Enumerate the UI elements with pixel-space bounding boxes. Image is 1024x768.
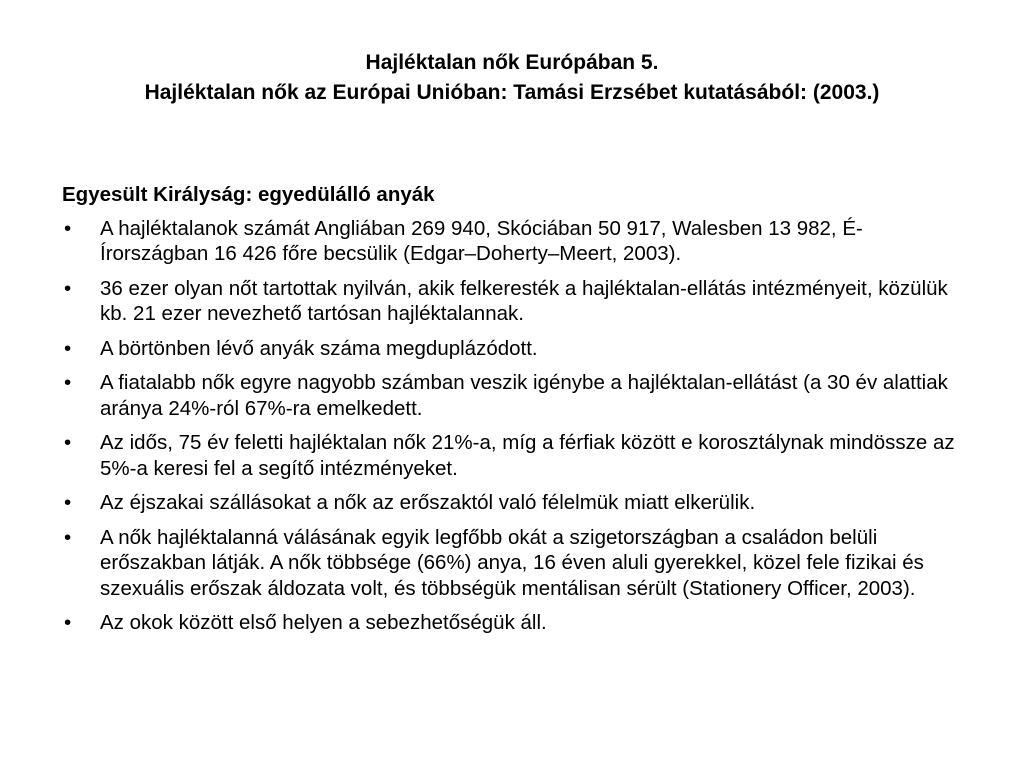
slide-content: [62, 182, 962, 645]
bullet-item: [62, 490, 962, 516]
bullet-dot-icon: •: [64, 216, 72, 240]
bullet-dot-icon: •: [64, 431, 72, 454]
bullet-text: Az okok között első helyen a sebezhetőségük áll.: [100, 611, 547, 634]
bullet-dot-icon: •: [64, 491, 72, 514]
bullet-item: [62, 216, 962, 267]
bullet-dot-icon: •: [64, 611, 72, 634]
bullet-dot-icon: •: [64, 525, 72, 549]
bullet-item: [62, 610, 962, 636]
bullet-text: Az idős, 75 év feletti hajléktalan nők 21%-a, míg a férfiak között e korosztálynak mindössze az 5%-a keresi fel a segítő intézményeket.: [100, 431, 955, 480]
bullet-dot-icon: •: [64, 276, 72, 300]
title-line-2: Hajléktalan nők az Európai Unióban: Tamási Erzsébet kutatásából: (2003.): [144, 81, 880, 104]
bullet-dot-icon: •: [64, 371, 72, 394]
bullet-item: [62, 276, 962, 327]
bullet-list: [62, 216, 962, 636]
bullet-text: 36 ezer olyan nőt tartottak nyilván, akik felkeresték a hajléktalan-ellátás intézményeit, közülük kb. 21 ezer nevezhető tartósan hajléktalannak.: [100, 276, 948, 325]
bullet-item: [62, 336, 962, 362]
bullet-item: [62, 370, 962, 421]
bullet-text: A börtönben lévő anyák száma megduplázódott.: [100, 336, 538, 360]
bullet-text: A hajléktalanok számát Angliában 269 940, Skóciában 50 917, Walesben 13 982, É-Írországban 16 426 főre becsülik (Edgar–Doherty–Meert, 2003).: [100, 216, 863, 265]
bullet-item: [62, 525, 962, 602]
section-subheading: Egyesült Királyság: egyedülálló anyák: [62, 183, 435, 206]
bullet-text: A nők hajléktalanná válásának egyik legfőbb okát a szigetországban a családon belüli erőszakban látják. A nők többsége (66%) anya, 16 éven aluli gyerekkel, közel fele fizikai és szexuális erőszak áldozata volt, és többségük mentálisan sérült (Stationery Officer, 2003).: [100, 525, 924, 600]
bullet-dot-icon: •: [64, 336, 72, 360]
title-line-1: Hajléktalan nők Európában 5.: [365, 51, 659, 74]
bullet-item: [62, 430, 962, 481]
bullet-text: Az éjszakai szállásokat a nők az erőszaktól való félelmük miatt elkerülik.: [100, 491, 756, 514]
bullet-text: A fiatalabb nők egyre nagyobb számban veszik igénybe a hajléktalan-ellátást (a 30 év alattiak aránya 24%-ról 67%-ra emelkedett.: [100, 371, 948, 420]
slide-title: [60, 48, 964, 108]
